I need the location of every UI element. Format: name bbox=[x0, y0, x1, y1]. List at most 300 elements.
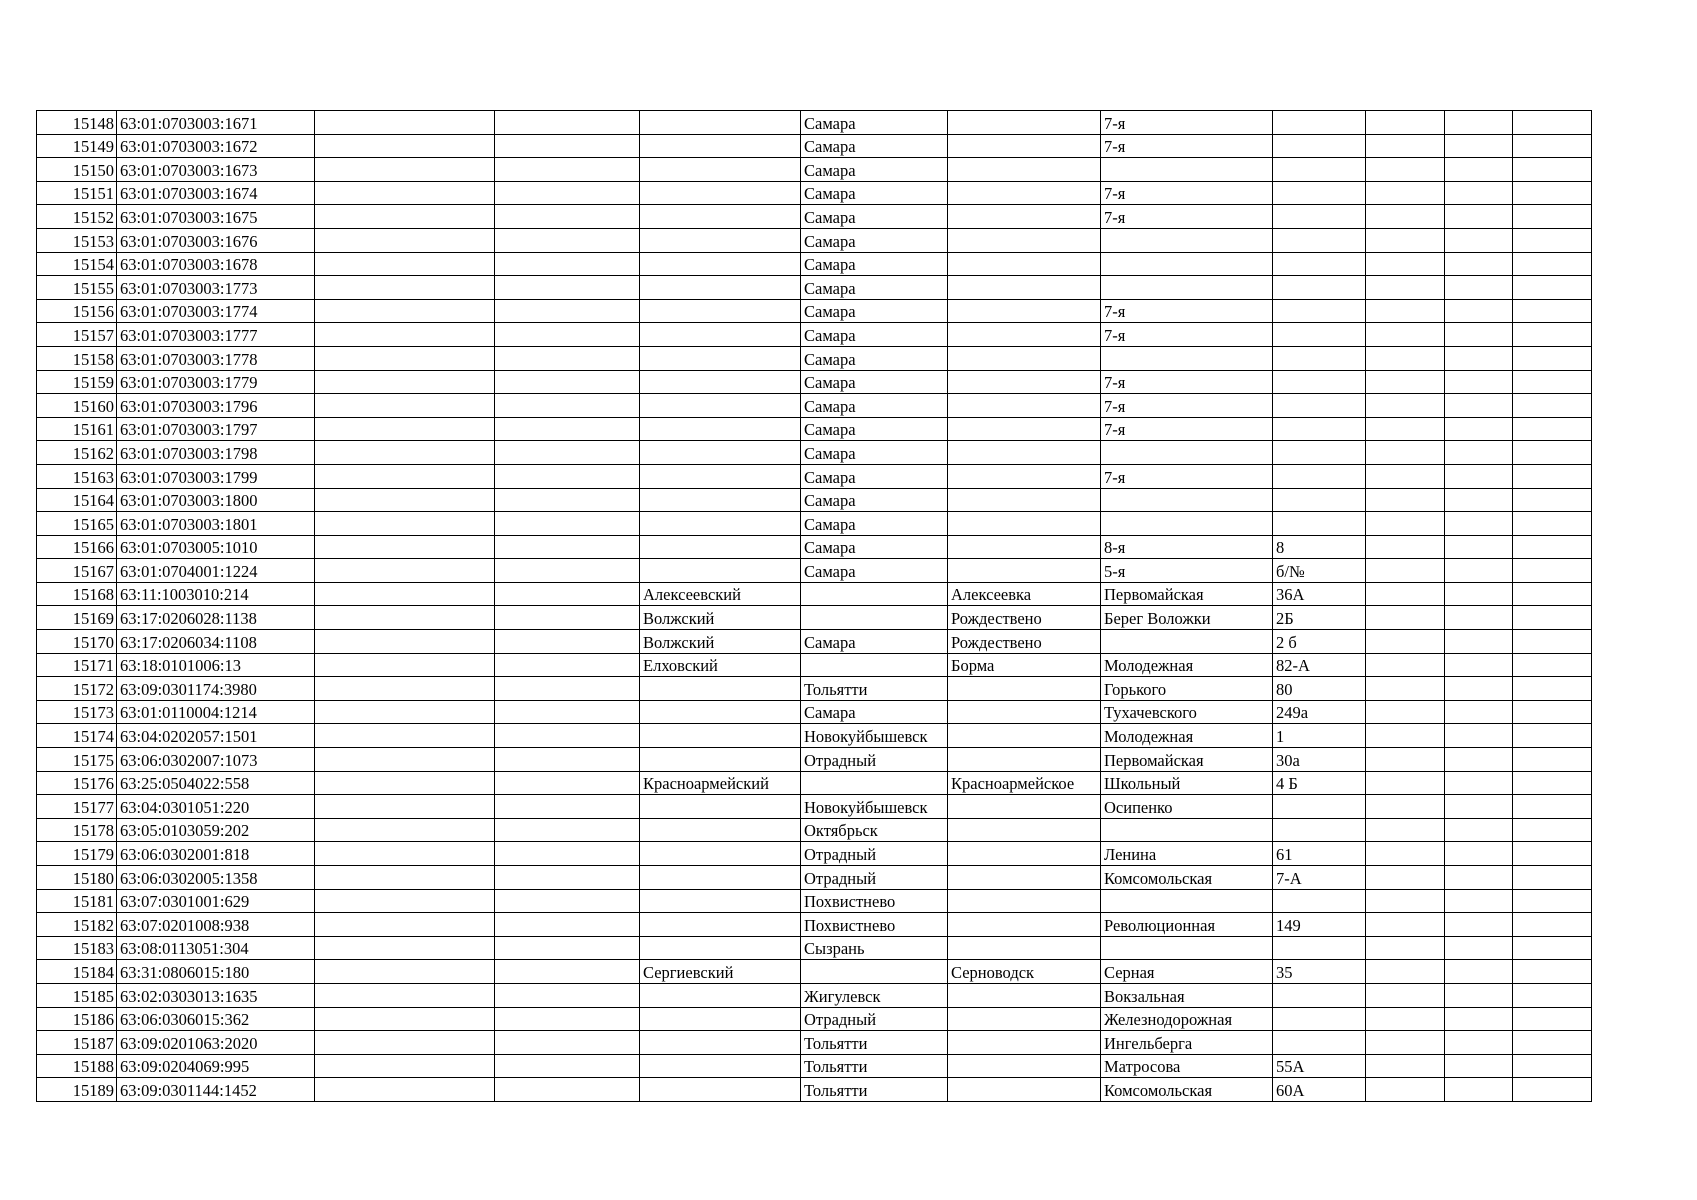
table-cell bbox=[1445, 464, 1513, 488]
table-cell bbox=[1273, 228, 1366, 252]
table-cell bbox=[1366, 960, 1445, 984]
table-cell bbox=[1273, 818, 1366, 842]
table-cell bbox=[1445, 346, 1513, 370]
table-cell bbox=[1445, 323, 1513, 347]
cadastral-number-cell: 63:09:0204069:995 bbox=[117, 1054, 315, 1078]
table-cell bbox=[1366, 417, 1445, 441]
table-cell bbox=[948, 535, 1101, 559]
table-cell bbox=[640, 1078, 801, 1102]
table-cell bbox=[1445, 866, 1513, 890]
table-cell bbox=[1366, 913, 1445, 937]
table-row bbox=[37, 748, 1592, 772]
table-cell bbox=[1513, 866, 1592, 890]
table-cell: Жигулевск bbox=[801, 983, 948, 1007]
table-cell: Самара bbox=[801, 111, 948, 135]
table-cell bbox=[1513, 1031, 1592, 1055]
table-cell bbox=[495, 488, 640, 512]
row-number-cell: 15155 bbox=[37, 276, 117, 300]
table-cell bbox=[1513, 323, 1592, 347]
table-cell bbox=[495, 228, 640, 252]
table-cell bbox=[315, 700, 495, 724]
table-cell: Тольятти bbox=[801, 1054, 948, 1078]
table-cell bbox=[495, 111, 640, 135]
table-cell bbox=[640, 1031, 801, 1055]
table-row bbox=[37, 394, 1592, 418]
table-cell: Самара bbox=[801, 134, 948, 158]
cadastral-number-cell: 63:09:0301144:1452 bbox=[117, 1078, 315, 1102]
table-cell bbox=[495, 913, 640, 937]
table-cell bbox=[1513, 960, 1592, 984]
table-cell bbox=[640, 323, 801, 347]
table-cell bbox=[1513, 983, 1592, 1007]
table-cell bbox=[495, 417, 640, 441]
table-cell: Первомайская bbox=[1101, 582, 1273, 606]
table-cell bbox=[948, 559, 1101, 583]
table-cell bbox=[640, 913, 801, 937]
table-cell bbox=[495, 936, 640, 960]
table-cell bbox=[1366, 936, 1445, 960]
table-cell bbox=[640, 842, 801, 866]
table-cell: Борма bbox=[948, 653, 1101, 677]
table-cell bbox=[801, 960, 948, 984]
table-cell bbox=[495, 535, 640, 559]
table-cell bbox=[1101, 441, 1273, 465]
table-cell bbox=[1513, 441, 1592, 465]
table-cell: Алексеевский bbox=[640, 582, 801, 606]
row-number-cell: 15169 bbox=[37, 606, 117, 630]
table-cell bbox=[1513, 582, 1592, 606]
table-cell bbox=[1513, 842, 1592, 866]
table-cell bbox=[315, 582, 495, 606]
table-cell bbox=[1366, 394, 1445, 418]
table-cell bbox=[1445, 559, 1513, 583]
cadastral-number-cell: 63:09:0201063:2020 bbox=[117, 1031, 315, 1055]
table-cell: 7-я bbox=[1101, 111, 1273, 135]
table-cell bbox=[1101, 630, 1273, 654]
table-cell bbox=[948, 323, 1101, 347]
table-cell bbox=[495, 653, 640, 677]
table-cell bbox=[495, 818, 640, 842]
cadastral-number-cell: 63:06:0302007:1073 bbox=[117, 748, 315, 772]
table-cell bbox=[948, 134, 1101, 158]
table-cell bbox=[1513, 913, 1592, 937]
table-cell bbox=[1513, 818, 1592, 842]
table-cell bbox=[495, 205, 640, 229]
table-cell: Сызрань bbox=[801, 936, 948, 960]
row-number-cell: 15156 bbox=[37, 299, 117, 323]
table-cell: Отрадный bbox=[801, 748, 948, 772]
table-row bbox=[37, 299, 1592, 323]
table-cell bbox=[1273, 134, 1366, 158]
table-cell: 36А bbox=[1273, 582, 1366, 606]
table-cell bbox=[315, 748, 495, 772]
cadastral-number-cell: 63:01:0703003:1676 bbox=[117, 228, 315, 252]
table-row bbox=[37, 111, 1592, 135]
table-cell bbox=[1445, 1031, 1513, 1055]
table-cell: 8 bbox=[1273, 535, 1366, 559]
table-cell bbox=[1513, 252, 1592, 276]
cadastral-table bbox=[36, 110, 1592, 1102]
table-cell bbox=[1366, 630, 1445, 654]
row-number-cell: 15177 bbox=[37, 795, 117, 819]
table-cell: 7-А bbox=[1273, 866, 1366, 890]
cadastral-number-cell: 63:04:0202057:1501 bbox=[117, 724, 315, 748]
table-cell bbox=[640, 677, 801, 701]
table-cell bbox=[1513, 677, 1592, 701]
row-number-cell: 15150 bbox=[37, 158, 117, 182]
table-cell bbox=[948, 370, 1101, 394]
row-number-cell: 15167 bbox=[37, 559, 117, 583]
table-cell bbox=[315, 936, 495, 960]
table-cell bbox=[495, 276, 640, 300]
table-row bbox=[37, 582, 1592, 606]
table-cell: Самара bbox=[801, 488, 948, 512]
table-row bbox=[37, 677, 1592, 701]
table-cell: Сергиевский bbox=[640, 960, 801, 984]
table-cell bbox=[315, 1078, 495, 1102]
table-cell bbox=[495, 748, 640, 772]
row-number-cell: 15189 bbox=[37, 1078, 117, 1102]
table-cell: Железнодорожная bbox=[1101, 1007, 1273, 1031]
table-cell bbox=[315, 630, 495, 654]
table-cell bbox=[1445, 842, 1513, 866]
table-cell: 2 б bbox=[1273, 630, 1366, 654]
table-cell: Самара bbox=[801, 299, 948, 323]
table-cell bbox=[1513, 606, 1592, 630]
table-cell: 7-я bbox=[1101, 205, 1273, 229]
table-cell: б/№ bbox=[1273, 559, 1366, 583]
table-cell bbox=[1513, 1078, 1592, 1102]
table-cell: 61 bbox=[1273, 842, 1366, 866]
table-cell: Горького bbox=[1101, 677, 1273, 701]
table-cell bbox=[1366, 111, 1445, 135]
table-cell bbox=[640, 370, 801, 394]
table-cell bbox=[1273, 205, 1366, 229]
cadastral-number-cell: 63:01:0703003:1774 bbox=[117, 299, 315, 323]
table-row bbox=[37, 936, 1592, 960]
table-cell bbox=[1513, 464, 1592, 488]
table-cell bbox=[1273, 323, 1366, 347]
table-cell bbox=[1273, 936, 1366, 960]
table-cell bbox=[948, 842, 1101, 866]
table-cell: Самара bbox=[801, 559, 948, 583]
row-number-cell: 15174 bbox=[37, 724, 117, 748]
table-cell bbox=[948, 724, 1101, 748]
table-cell bbox=[1273, 346, 1366, 370]
row-number-cell: 15159 bbox=[37, 370, 117, 394]
table-cell bbox=[948, 181, 1101, 205]
table-cell bbox=[801, 606, 948, 630]
table-cell bbox=[1366, 889, 1445, 913]
table-cell bbox=[495, 889, 640, 913]
table-row bbox=[37, 559, 1592, 583]
table-cell bbox=[1101, 158, 1273, 182]
cadastral-number-cell: 63:01:0704001:1224 bbox=[117, 559, 315, 583]
table-cell bbox=[315, 559, 495, 583]
table-cell bbox=[1273, 983, 1366, 1007]
table-cell: Самара bbox=[801, 394, 948, 418]
table-cell bbox=[1445, 1078, 1513, 1102]
table-cell: Тольятти bbox=[801, 1078, 948, 1102]
table-cell bbox=[948, 1007, 1101, 1031]
table-cell: Самара bbox=[801, 228, 948, 252]
row-number-cell: 15183 bbox=[37, 936, 117, 960]
table-cell bbox=[1445, 936, 1513, 960]
row-number-cell: 15164 bbox=[37, 488, 117, 512]
table-row bbox=[37, 866, 1592, 890]
table-cell: 1 bbox=[1273, 724, 1366, 748]
table-cell: Самара bbox=[801, 346, 948, 370]
table-cell: Тольятти bbox=[801, 677, 948, 701]
table-cell: Новокуйбышевск bbox=[801, 724, 948, 748]
cadastral-number-cell: 63:11:1003010:214 bbox=[117, 582, 315, 606]
table-cell bbox=[1101, 252, 1273, 276]
cadastral-number-cell: 63:06:0306015:362 bbox=[117, 1007, 315, 1031]
table-cell: Самара bbox=[801, 441, 948, 465]
table-cell bbox=[1445, 724, 1513, 748]
table-cell bbox=[1513, 346, 1592, 370]
table-cell: 7-я bbox=[1101, 370, 1273, 394]
table-cell bbox=[1273, 417, 1366, 441]
table-cell bbox=[640, 299, 801, 323]
row-number-cell: 15163 bbox=[37, 464, 117, 488]
table-cell: 55А bbox=[1273, 1054, 1366, 1078]
table-row bbox=[37, 181, 1592, 205]
row-number-cell: 15149 bbox=[37, 134, 117, 158]
table-cell bbox=[315, 795, 495, 819]
row-number-cell: 15187 bbox=[37, 1031, 117, 1055]
table-cell bbox=[640, 700, 801, 724]
table-cell bbox=[495, 582, 640, 606]
table-cell bbox=[1513, 417, 1592, 441]
table-cell bbox=[1445, 181, 1513, 205]
table-cell bbox=[640, 276, 801, 300]
table-cell bbox=[948, 913, 1101, 937]
row-number-cell: 15165 bbox=[37, 512, 117, 536]
table-cell bbox=[1273, 512, 1366, 536]
table-cell: 8-я bbox=[1101, 535, 1273, 559]
table-cell bbox=[1366, 771, 1445, 795]
table-row bbox=[37, 818, 1592, 842]
table-cell bbox=[1273, 111, 1366, 135]
table-cell bbox=[640, 889, 801, 913]
table-cell: Елховский bbox=[640, 653, 801, 677]
table-cell: Октябрьск bbox=[801, 818, 948, 842]
table-cell bbox=[640, 464, 801, 488]
table-row bbox=[37, 205, 1592, 229]
table-cell bbox=[315, 370, 495, 394]
table-cell bbox=[495, 323, 640, 347]
table-cell: Самара bbox=[801, 252, 948, 276]
table-cell bbox=[495, 512, 640, 536]
table-cell: Красноармейский bbox=[640, 771, 801, 795]
row-number-cell: 15152 bbox=[37, 205, 117, 229]
table-cell bbox=[1513, 771, 1592, 795]
table-cell: Алексеевка bbox=[948, 582, 1101, 606]
table-row bbox=[37, 630, 1592, 654]
table-cell bbox=[1366, 158, 1445, 182]
table-cell bbox=[1445, 889, 1513, 913]
table-cell bbox=[315, 323, 495, 347]
row-number-cell: 15185 bbox=[37, 983, 117, 1007]
table-cell bbox=[1366, 677, 1445, 701]
table-cell: Волжский bbox=[640, 630, 801, 654]
table-cell bbox=[1273, 276, 1366, 300]
table-cell: Комсомольская bbox=[1101, 866, 1273, 890]
cadastral-number-cell: 63:04:0301051:220 bbox=[117, 795, 315, 819]
row-number-cell: 15154 bbox=[37, 252, 117, 276]
table-cell bbox=[1445, 606, 1513, 630]
table-cell bbox=[948, 276, 1101, 300]
table-cell: Самара bbox=[801, 181, 948, 205]
cadastral-number-cell: 63:01:0703003:1773 bbox=[117, 276, 315, 300]
table-row bbox=[37, 417, 1592, 441]
table-cell bbox=[1366, 559, 1445, 583]
table-cell bbox=[1366, 582, 1445, 606]
table-cell bbox=[640, 748, 801, 772]
table-cell bbox=[1445, 512, 1513, 536]
table-cell bbox=[1366, 205, 1445, 229]
table-cell bbox=[948, 464, 1101, 488]
table-cell bbox=[1513, 111, 1592, 135]
table-cell: 149 bbox=[1273, 913, 1366, 937]
table-cell bbox=[1366, 346, 1445, 370]
table-cell bbox=[315, 417, 495, 441]
table-cell bbox=[1101, 488, 1273, 512]
cadastral-number-cell: 63:01:0703003:1671 bbox=[117, 111, 315, 135]
table-cell: Комсомольская bbox=[1101, 1078, 1273, 1102]
table-row bbox=[37, 842, 1592, 866]
table-cell: Молодежная bbox=[1101, 653, 1273, 677]
table-cell bbox=[315, 842, 495, 866]
table-cell bbox=[640, 417, 801, 441]
table-cell bbox=[1366, 488, 1445, 512]
table-cell bbox=[495, 464, 640, 488]
table-cell bbox=[315, 228, 495, 252]
table-cell: Самара bbox=[801, 323, 948, 347]
row-number-cell: 15162 bbox=[37, 441, 117, 465]
cadastral-number-cell: 63:17:0206028:1138 bbox=[117, 606, 315, 630]
table-cell bbox=[1513, 488, 1592, 512]
table-cell bbox=[1273, 394, 1366, 418]
table-cell bbox=[495, 299, 640, 323]
table-cell bbox=[495, 606, 640, 630]
table-row bbox=[37, 488, 1592, 512]
table-cell bbox=[1513, 936, 1592, 960]
table-cell bbox=[315, 818, 495, 842]
table-cell: Самара bbox=[801, 370, 948, 394]
table-cell bbox=[948, 441, 1101, 465]
table-cell bbox=[1366, 983, 1445, 1007]
table-cell bbox=[1366, 134, 1445, 158]
table-cell bbox=[1366, 1031, 1445, 1055]
table-cell bbox=[948, 748, 1101, 772]
table-cell: 80 bbox=[1273, 677, 1366, 701]
table-cell: Серная bbox=[1101, 960, 1273, 984]
table-cell bbox=[948, 1078, 1101, 1102]
table-cell: Самара bbox=[801, 158, 948, 182]
table-cell: Берег Воложки bbox=[1101, 606, 1273, 630]
table-row bbox=[37, 276, 1592, 300]
table-cell bbox=[1445, 1054, 1513, 1078]
table-cell bbox=[315, 252, 495, 276]
table-cell bbox=[1445, 535, 1513, 559]
table-cell bbox=[495, 842, 640, 866]
table-cell bbox=[1513, 724, 1592, 748]
table-cell bbox=[1445, 913, 1513, 937]
table-cell bbox=[315, 181, 495, 205]
table-cell bbox=[1366, 1078, 1445, 1102]
table-cell bbox=[495, 960, 640, 984]
table-cell bbox=[640, 181, 801, 205]
table-row bbox=[37, 724, 1592, 748]
table-cell bbox=[1445, 1007, 1513, 1031]
table-cell bbox=[948, 417, 1101, 441]
table-row bbox=[37, 134, 1592, 158]
row-number-cell: 15188 bbox=[37, 1054, 117, 1078]
table-cell bbox=[948, 889, 1101, 913]
table-row bbox=[37, 606, 1592, 630]
table-cell bbox=[315, 299, 495, 323]
table-cell bbox=[315, 606, 495, 630]
table-cell bbox=[1513, 700, 1592, 724]
table-cell bbox=[1445, 252, 1513, 276]
table-cell: 7-я bbox=[1101, 299, 1273, 323]
row-number-cell: 15166 bbox=[37, 535, 117, 559]
table-cell bbox=[1366, 252, 1445, 276]
table-cell bbox=[1366, 512, 1445, 536]
table-cell bbox=[640, 111, 801, 135]
cadastral-number-cell: 63:09:0301174:3980 bbox=[117, 677, 315, 701]
table-cell bbox=[1445, 417, 1513, 441]
table-cell bbox=[948, 983, 1101, 1007]
table-cell bbox=[315, 653, 495, 677]
table-cell: 5-я bbox=[1101, 559, 1273, 583]
table-cell: 7-я bbox=[1101, 417, 1273, 441]
table-cell bbox=[495, 630, 640, 654]
table-row bbox=[37, 795, 1592, 819]
table-cell: Новокуйбышевск bbox=[801, 795, 948, 819]
cadastral-number-cell: 63:01:0703003:1798 bbox=[117, 441, 315, 465]
table-cell bbox=[801, 582, 948, 606]
table-cell bbox=[1445, 960, 1513, 984]
table-cell bbox=[1513, 512, 1592, 536]
table-cell bbox=[1273, 1007, 1366, 1031]
table-cell bbox=[640, 936, 801, 960]
row-number-cell: 15153 bbox=[37, 228, 117, 252]
table-cell bbox=[1273, 158, 1366, 182]
table-cell bbox=[1101, 936, 1273, 960]
table-cell: Тольятти bbox=[801, 1031, 948, 1055]
table-cell: Революционная bbox=[1101, 913, 1273, 937]
table-cell bbox=[315, 512, 495, 536]
table-cell bbox=[1101, 512, 1273, 536]
table-cell bbox=[1101, 889, 1273, 913]
table-cell bbox=[1445, 111, 1513, 135]
table-cell bbox=[640, 818, 801, 842]
table-cell bbox=[1445, 488, 1513, 512]
table-cell bbox=[1366, 1054, 1445, 1078]
table-cell bbox=[1366, 795, 1445, 819]
table-cell bbox=[1513, 1054, 1592, 1078]
table-cell bbox=[315, 464, 495, 488]
table-cell bbox=[1366, 228, 1445, 252]
table-cell bbox=[315, 889, 495, 913]
table-cell bbox=[640, 512, 801, 536]
table-cell: Самара bbox=[801, 276, 948, 300]
cadastral-number-cell: 63:01:0703003:1777 bbox=[117, 323, 315, 347]
table-cell: Матросова bbox=[1101, 1054, 1273, 1078]
